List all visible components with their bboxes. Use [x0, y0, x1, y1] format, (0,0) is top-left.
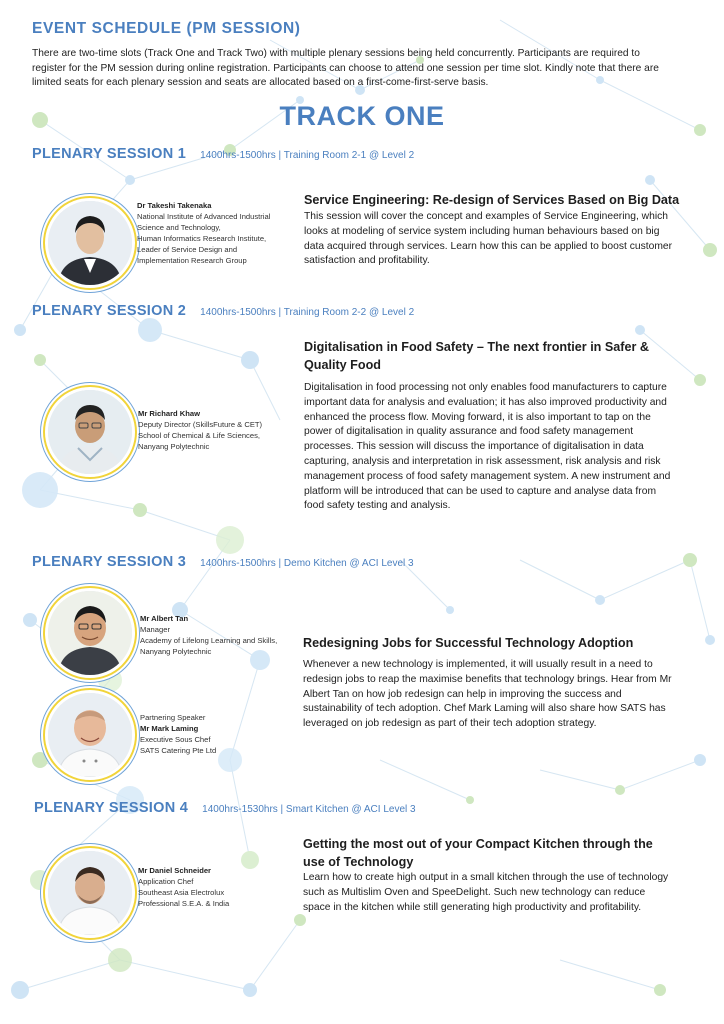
speaker-line: Implementation Research Group: [137, 256, 247, 265]
speaker-line: Southeast Asia Electrolux: [138, 888, 225, 897]
track-title: TRACK ONE: [279, 101, 445, 131]
session-label: PLENARY SESSION 4: [34, 800, 189, 816]
talk-description: Learn how to create high output in a small kitchen through the use of technology such as Multislim Oven and SpeeDelight. Such new technology can reduce space in the kitchen while still generating high productivity and profitability.: [303, 872, 669, 913]
speaker-info: [137, 200, 297, 266]
speaker-line: School of Chemical & Life Sciences,: [138, 431, 260, 440]
speaker-name: Mr Albert Tan: [140, 614, 189, 623]
speaker-line: Nanyang Polytechnic: [140, 647, 212, 656]
session-label: PLENARY SESSION 1: [32, 146, 187, 162]
speaker-photo: [45, 848, 135, 938]
speaker-line: Application Chef: [138, 877, 194, 886]
session-2-header: [32, 303, 414, 319]
speaker-line: Science and Technology,: [137, 223, 221, 232]
session-meta: 1400hrs-1500hrs | Training Room 2-1 @ Level 2: [200, 150, 415, 161]
talk-description: Digitalisation in food processing not only enables food manufacturers to capture important data for analysis and evaluation; it has also improved productivity and enhanced the process flow. Moving forward, it is also important to tap on the power of digitalisation in quality assurance and food safety management processes. This session will discuss the importance of digitalisation in data capturing, analysis and interpretation in risk assessment, risk analysis and risk management process of food safety management system. A new instrument and platform will be introduced that can be used to capture and analyse data from food safety testing and analysis.: [304, 382, 671, 512]
session-3-header: [32, 554, 414, 570]
talk-title: Redesigning Jobs for Successful Technology Adoption: [303, 636, 634, 650]
talk-description: This session will cover the concept and examples of Service Engineering, which looks at modeling of service system including human behaviours based on big data acquired through services. Learn how this can be applied to boost customer satisfaction and profitability.: [304, 211, 673, 267]
session-meta: 1400hrs-1500hrs | Demo Kitchen @ ACI Level 3: [200, 558, 414, 569]
speaker-line: National Institute of Advanced Industrial: [137, 212, 271, 221]
speaker-line: Human Informatics Research Institute,: [137, 234, 267, 243]
session-meta: 1400hrs-1530hrs | Smart Kitchen @ ACI Level 3: [202, 804, 416, 815]
talk-title: Service Engineering: Re-design of Services Based on Big Data: [304, 193, 680, 207]
session-4-header: [34, 800, 416, 816]
speaker-line: Academy of Lifelong Learning and Skills,: [140, 636, 278, 645]
speaker-line: SATS Catering Pte Ltd: [140, 746, 217, 755]
speaker-info: [140, 712, 300, 756]
speaker-photo: [45, 198, 135, 288]
intro-paragraph: There are two-time slots (Track One and Track Two) with multiple plenary sessions being held concurrently. Participants are required to register for the PM session during online registration. Participants can choose to attend one session per time slot. Kindly note that there are limited seats for each plenary session and seats are allocated based on a first-come-first-serve basis.: [32, 48, 659, 88]
session-label: PLENARY SESSION 2: [32, 303, 187, 319]
speaker-info: [138, 408, 298, 452]
speaker-line: Manager: [140, 625, 170, 634]
speaker-name: Mr Mark Laming: [140, 724, 199, 733]
talk-description: Whenever a new technology is implemented, it will usually result in a need to redesign jobs to reap the maximise benefits that technology brings. Hear from Mr Albert Tan on how job redesign can help in improving the success and sustainability of tech adoption. Chef Mark Laming will also share how SATS has leveraged on job redesign as part of their tech adoption strategy.: [303, 659, 672, 730]
speaker-info: [138, 865, 298, 909]
session-1-header: [32, 146, 414, 162]
speaker-line: Leader of Service Design and: [137, 245, 238, 254]
talk-title: Getting the most out of your Compact Kitchen through the use of Technology: [303, 837, 653, 869]
talk-title: Digitalisation in Food Safety – The next frontier in Safer & Quality Food: [304, 340, 649, 372]
speaker-info: [140, 613, 300, 657]
event-title: EVENT SCHEDULE (PM SESSION): [32, 20, 301, 37]
speaker-photo: [45, 387, 135, 477]
session-meta: 1400hrs-1500hrs | Training Room 2-2 @ Level 2: [200, 307, 415, 318]
speaker-prefix: Partnering Speaker: [140, 713, 206, 722]
speaker-line: Nanyang Polytechnic: [138, 442, 210, 451]
speaker-name: Dr Takeshi Takenaka: [137, 201, 212, 210]
speaker-line: Deputy Director (SkillsFuture & CET): [138, 420, 263, 429]
speaker-line: Executive Sous Chef: [140, 735, 211, 744]
speaker-photo: [45, 690, 135, 780]
speaker-line: Professional S.E.A. & India: [138, 899, 230, 908]
speaker-name: Mr Richard Khaw: [138, 409, 201, 418]
session-label: PLENARY SESSION 3: [32, 554, 187, 570]
speaker-photo: [45, 588, 135, 678]
speaker-name: Mr Daniel Schneider: [138, 866, 212, 875]
